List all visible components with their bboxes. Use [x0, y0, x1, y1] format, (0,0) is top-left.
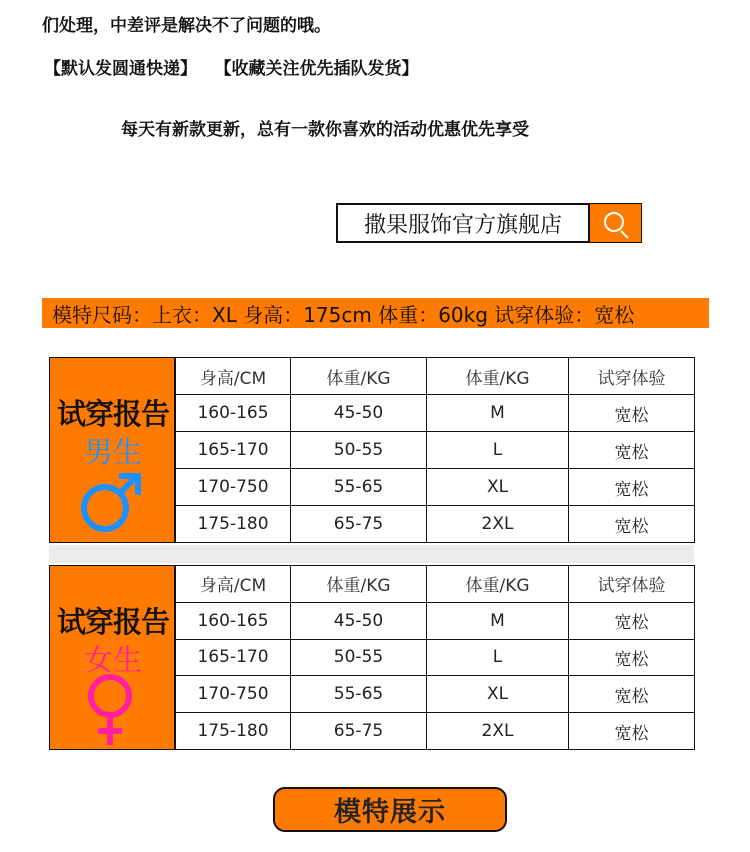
table-row	[176, 469, 695, 506]
header-cell: 试穿体验	[569, 358, 695, 395]
weight-cell: 45-50	[291, 395, 427, 432]
fit-cell: 宽松	[569, 469, 695, 506]
male-symbol-icon	[72, 468, 152, 538]
size-cell: L	[427, 432, 569, 469]
weight-cell: 65-75	[291, 713, 427, 750]
size-cell: M	[427, 395, 569, 432]
shop-search-bar	[336, 203, 642, 243]
height-cell: 170-750	[176, 676, 291, 713]
female-size-table	[175, 565, 695, 750]
size-cell: L	[427, 639, 569, 676]
search-icon-handle	[620, 230, 628, 238]
weight-cell: 45-50	[291, 602, 427, 639]
search-icon[interactable]	[590, 203, 642, 243]
male-size-report	[49, 357, 694, 543]
notice-line-2	[44, 54, 419, 79]
height-cell: 160-165	[176, 602, 291, 639]
height-cell: 165-170	[176, 639, 291, 676]
female-report-label	[49, 565, 175, 750]
fit-cell: 宽松	[569, 676, 695, 713]
header-cell: 试穿体验	[569, 566, 695, 603]
table-row	[176, 395, 695, 432]
fit-cell: 宽松	[569, 432, 695, 469]
fit-cell: 宽松	[569, 602, 695, 639]
fit-cell: 宽松	[569, 506, 695, 543]
table-row	[176, 602, 695, 639]
header-cell: 体重/KG	[427, 358, 569, 395]
shipping-notice: 【默认发圆通快递】	[44, 59, 197, 79]
fit-cell: 宽松	[569, 639, 695, 676]
report-title: 试穿报告	[56, 397, 169, 431]
table-header-row	[176, 358, 695, 395]
header-cell: 身高/CM	[176, 358, 291, 395]
female-symbol-icon	[72, 673, 152, 745]
male-size-table	[175, 357, 695, 543]
fit-cell: 宽松	[569, 395, 695, 432]
weight-cell: 50-55	[291, 432, 427, 469]
height-cell: 175-180	[176, 506, 291, 543]
size-cell: 2XL	[427, 713, 569, 750]
gender-label-male: 男生	[83, 435, 142, 469]
header-cell: 身高/CM	[176, 566, 291, 603]
table-row	[176, 506, 695, 543]
size-cell: M	[427, 602, 569, 639]
weight-cell: 50-55	[291, 639, 427, 676]
shop-name-box[interactable]: 撒果服饰官方旗舰店	[336, 203, 590, 243]
female-size-report	[49, 565, 694, 750]
favorite-notice: 【收藏关注优先插队发货】	[223, 59, 419, 79]
header-cell: 体重/KG	[291, 358, 427, 395]
weight-cell: 55-65	[291, 469, 427, 506]
header-cell: 体重/KG	[291, 566, 427, 603]
promo-line: 每天有新款更新，总有一款你喜欢的活动优惠优先享受	[121, 120, 529, 140]
height-cell: 165-170	[176, 432, 291, 469]
table-row	[176, 676, 695, 713]
gender-label-female: 女生	[83, 643, 142, 677]
notice-line-1: 们处理，中差评是解决不了问题的哦。	[42, 16, 331, 36]
model-size-info: 模特尺码：上衣：XL 身高：175cm 体重：60kg 试穿体验：宽松	[42, 298, 709, 328]
table-row	[176, 639, 695, 676]
table-header-row	[176, 566, 695, 603]
size-cell: XL	[427, 676, 569, 713]
search-icon-lens	[604, 212, 624, 232]
height-cell: 160-165	[176, 395, 291, 432]
height-cell: 175-180	[176, 713, 291, 750]
header-cell: 体重/KG	[427, 566, 569, 603]
table-row	[176, 432, 695, 469]
weight-cell: 55-65	[291, 676, 427, 713]
table-row	[176, 713, 695, 750]
report-title: 试穿报告	[56, 605, 169, 639]
height-cell: 170-750	[176, 469, 291, 506]
male-report-label	[49, 357, 175, 543]
weight-cell: 65-75	[291, 506, 427, 543]
fit-cell: 宽松	[569, 713, 695, 750]
section-divider	[49, 545, 694, 563]
size-cell: 2XL	[427, 506, 569, 543]
size-cell: XL	[427, 469, 569, 506]
model-showcase-button[interactable]: 模特展示	[273, 787, 507, 832]
